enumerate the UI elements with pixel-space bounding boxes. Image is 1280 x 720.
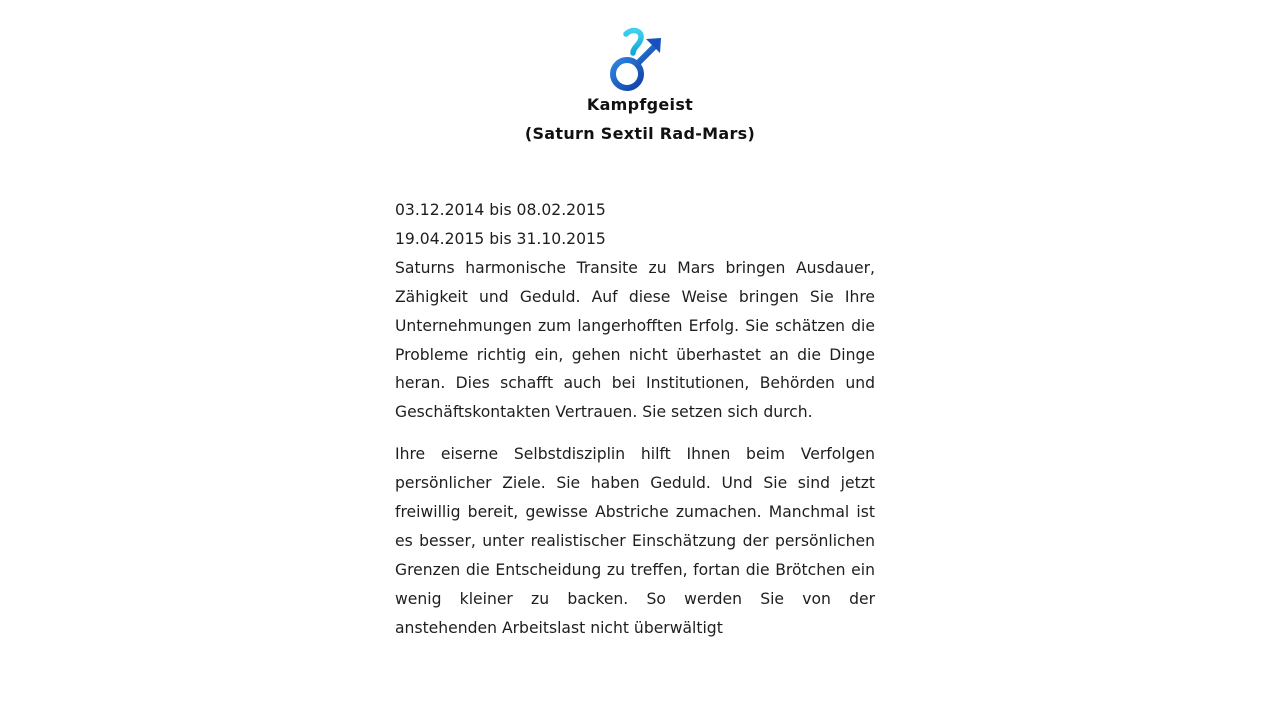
date-range-2: 19.04.2015 bis 31.10.2015	[395, 229, 606, 248]
page-title: Kampfgeist	[586, 95, 694, 114]
text-body	[395, 196, 875, 643]
paragraph-1: Saturns harmonische Transite zu Mars bringen Ausdauer, Zähigkeit und Geduld. Auf diese Weise bringen Sie Ihre Unternehmungen zum langerhofften Erfolg. Sie schätzen die Probleme richtig ein, gehen nicht überhastet an die Dinge heran. Dies schafft auch bei Institutionen, Behörden und Geschäftskontakten Vertrauen. Sie setzen sich durch.	[395, 258, 875, 422]
page-subtitle: (Saturn Sextil Rad-Mars)	[524, 124, 756, 143]
saturn-mars-aspect-icon	[606, 10, 664, 96]
paragraph-2: Ihre eiserne Selbstdisziplin hilft Ihnen beim Verfolgen persönlicher Ziele. Sie haben Geduld. Und Sie sind jetzt freiwillig bereit, gewisse Abstriche zumachen. Manchmal ist es besser, unter realistischer Einschätzung der persönlichen Grenzen die Entscheidung zu treffen, fortan die Brötchen ein wenig kleiner zu backen. So werden Sie von der anstehenden Arbeitslast nicht überwältigt	[395, 445, 875, 637]
date-range-1: 03.12.2014 bis 08.02.2015	[395, 201, 606, 219]
saturn-glyph	[616, 14, 641, 53]
